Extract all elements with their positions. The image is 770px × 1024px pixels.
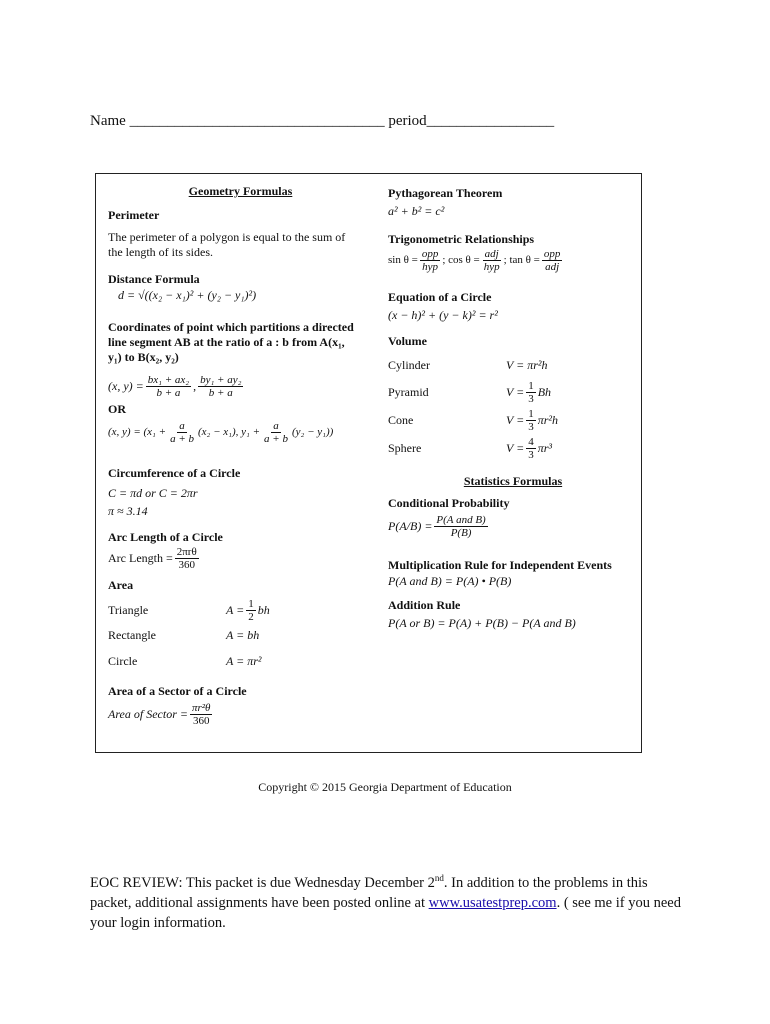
volume-formula: V = πr²h (506, 358, 548, 372)
perimeter-title: Perimeter (108, 208, 160, 222)
frac-num: adj (484, 248, 499, 260)
frac-den: hyp (483, 261, 500, 273)
area-label: Circle (108, 654, 138, 668)
arc-lhs: Arc Length = (108, 551, 173, 565)
volume-frac (526, 436, 536, 461)
name-label: Name (90, 113, 126, 129)
frac-num: πr²θ (191, 702, 211, 714)
area-formula-pre: A = (226, 603, 245, 617)
area-label: Rectangle (108, 628, 156, 642)
volume-cylinder-row (388, 358, 638, 373)
copyright-text: Copyright © 2015 Georgia Department of Education (258, 780, 512, 794)
pythagorean-formula: a² + b² = c² (388, 204, 445, 218)
frac-den: 3 (528, 393, 534, 405)
sin-lhs: sin θ = (388, 254, 418, 266)
eoc-mid: . In addition to the problems in this packet, additional assignments have been posted online at (90, 874, 648, 911)
volume-label: Cone (388, 413, 414, 427)
volume-formula-post: πr²h (537, 413, 558, 427)
cos-lhs: ; cos θ = (442, 254, 480, 266)
volume-frac (526, 408, 536, 433)
multiplication-title: Multiplication Rule for Independent Events (388, 558, 612, 572)
frac-den: hyp (422, 261, 438, 273)
frac-den: b + a (156, 387, 181, 399)
partition-f2-end: (y₂ − y₁)) (291, 426, 334, 438)
volume-cone-row (388, 408, 638, 433)
arc-formula (108, 546, 373, 571)
frac-den: 360 (192, 715, 210, 727)
frac-den: adj (545, 261, 560, 273)
volume-formula-pre: V = (506, 385, 525, 399)
conditional-title: Conditional Probability (388, 496, 510, 510)
addition-formula: P(A or B) = P(A) + P(B) − P(A and B) (388, 616, 576, 630)
area-formula: A = bh (226, 628, 260, 642)
conditional-lhs: P(A/B) = (388, 519, 433, 533)
volume-label: Pyramid (388, 385, 429, 399)
period-blank[interactable]: _________________ (426, 113, 555, 129)
partition-f2-frac-1 (168, 420, 196, 445)
addition-title: Addition Rule (388, 598, 461, 612)
frac-num: a (273, 420, 279, 432)
geometry-title: Geometry Formulas (188, 184, 293, 198)
or-label: OR (108, 402, 126, 416)
partition-formula-2 (108, 420, 373, 445)
volume-pyramid-row (388, 380, 638, 405)
eoc-tail: . ( see me if you need your login information. (90, 894, 681, 931)
circumference-formula: C = πd or C = 2πr (108, 486, 198, 500)
volume-sphere-row (388, 436, 638, 461)
partition-f1-frac-1 (146, 374, 191, 399)
frac-den: 3 (528, 449, 534, 461)
partition-f1-frac-2 (198, 374, 243, 399)
volume-label: Cylinder (388, 358, 430, 372)
area-triangle-row (108, 598, 373, 623)
distance-title: Distance Formula (108, 272, 200, 286)
partition-f1-lhs: (x, y) = (108, 379, 144, 393)
volume-formula-post: Bh (537, 385, 552, 399)
frac-den: 360 (178, 559, 195, 571)
partition-title: Coordinates of point which partitions a directed line segment AB at the ratio of a : b from A(x₁, y₁) to B(x₂, y₂) (108, 320, 354, 364)
trig-title: Trigonometric Relationships (388, 232, 535, 246)
pythagorean-title: Pythagorean Theorem (388, 186, 503, 200)
frac-num: 1 (248, 598, 254, 610)
frac-num: 1 (528, 408, 534, 420)
sector-lhs: Area of Sector = (108, 707, 188, 721)
circle-eq-formula: (x − h)² + (y − k)² = r² (388, 308, 498, 322)
volume-label: Sphere (388, 441, 422, 455)
volume-title: Volume (388, 334, 427, 348)
frac-num: a (179, 420, 185, 432)
frac-den: 2 (248, 611, 254, 623)
frac-num: opp (421, 248, 439, 260)
eoc-sup: nd (434, 873, 444, 883)
area-circle-row (108, 654, 373, 669)
partition-formula-1: (x, y) = $\frac{\text{bx₁ + ax₂}}{b + a}$ , $\frac{\text{by₁ + ay₂}}{b + a}$ (108, 374, 242, 399)
frac-num: bx₁ + ax₂ (147, 374, 190, 386)
partition-f2-frac-2 (262, 420, 290, 445)
frac-num: P(A and B) (436, 514, 486, 526)
partition-f2-mid: (x₂ − x₁), y₁ + (198, 426, 261, 438)
arc-title: Arc Length of a Circle (108, 530, 223, 544)
arc-frac (175, 546, 199, 571)
pi-approx: π ≈ 3.14 (108, 504, 148, 518)
perimeter-text: The perimeter of a polygon is equal to the sum of the length of its sides. (108, 230, 346, 259)
name-period-line (90, 113, 554, 130)
area-rectangle-row (108, 628, 373, 643)
partition-f2-lhs: (x, y) = (x₁ + (108, 426, 167, 438)
frac-den: P(B) (450, 527, 472, 539)
volume-frac (526, 380, 536, 405)
area-title: Area (108, 578, 134, 592)
frac-num: by₁ + ay₂ (200, 374, 242, 386)
frac-num: 1 (528, 380, 534, 392)
volume-formula-pre: V = (506, 413, 525, 427)
circle-eq-title: Equation of a Circle (388, 290, 492, 304)
statistics-title: Statistics Formulas (463, 474, 563, 488)
frac-den: a + b (264, 433, 288, 445)
sector-formula (108, 702, 373, 727)
cos-frac (482, 248, 502, 273)
sector-frac (190, 702, 213, 727)
circumference-title: Circumference of a Circle (108, 466, 241, 480)
area-frac (246, 598, 256, 623)
multiplication-formula: P(A and B) = P(A) • P(B) (388, 574, 512, 588)
frac-den: 3 (528, 421, 534, 433)
frac-den: b + a (208, 387, 233, 399)
frac-den: a + b (170, 433, 194, 445)
area-formula: A = πr² (226, 654, 262, 668)
conditional-formula (388, 514, 638, 539)
formula-sheet (95, 173, 642, 753)
period-label: period (388, 113, 427, 129)
sin-frac (420, 248, 441, 273)
volume-formula-post: πr³ (537, 441, 552, 455)
sector-title: Area of a Sector of a Circle (108, 684, 247, 698)
frac-num: 2πrθ (176, 546, 197, 558)
frac-num: 4 (528, 436, 534, 448)
trig-formulas (388, 248, 638, 273)
area-label: Triangle (108, 603, 149, 617)
area-formula-post: bh (257, 603, 270, 617)
tan-frac (542, 248, 563, 273)
usatestprep-link[interactable]: www.usatestprep.com (428, 894, 557, 911)
distance-formula: d = √((x₂ − x₁)² + (y₂ − y₁)²) (118, 288, 257, 302)
eoc-lead: EOC REVIEW: This packet is due Wednesday December 2 (90, 874, 435, 891)
frac-num: opp (543, 248, 561, 260)
tan-lhs: ; tan θ = (503, 254, 540, 266)
name-blank[interactable]: __________________________________ (129, 113, 385, 129)
conditional-frac (434, 514, 487, 539)
volume-formula-pre: V = (506, 441, 525, 455)
eoc-review-paragraph (90, 868, 690, 933)
